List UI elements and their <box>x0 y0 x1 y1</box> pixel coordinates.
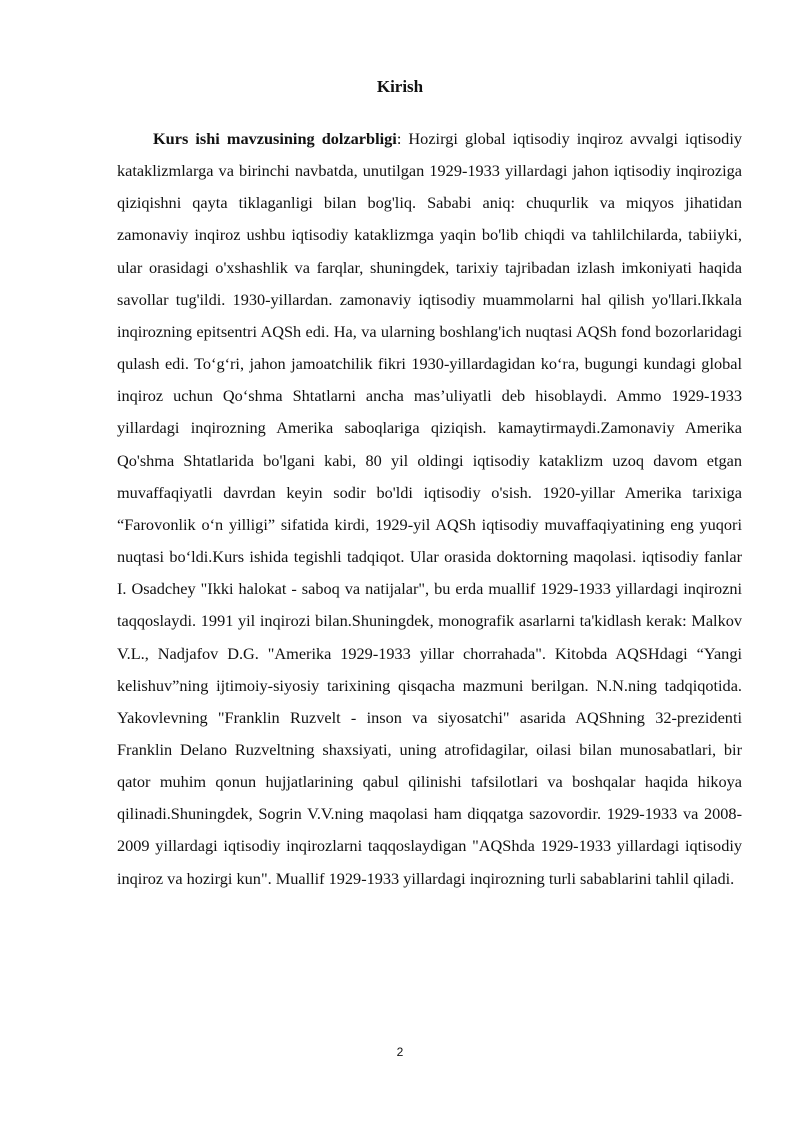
body-paragraph <box>117 123 742 895</box>
paragraph-lead: Kurs ishi mavzusining dolzarbligi <box>153 129 397 148</box>
paragraph-text: : Hozirgi global iqtisodiy inqiroz avvalgi iqtisodiy kataklizmlarga va birinchi navbatda, unutilgan 1929-1933 yillardagi jahon iqtisodiy inqiroziga qiziqishni qayta tiklaganligi bilan bog'liq. Sababi aniq: chuqurlik va miqyos jihatidan zamonaviy inqiroz ushbu iqtisodiy kataklizmga yaqin bo'lib chiqdi va tahlilchilarda, tabiiyki, ular orasidagi o'xshashlik va farqlar, shuningdek, tarixiy tajribadan izlash imkoniyati haqida savollar tug'ildi. 1930-yillardan. zamonaviy iqtisodiy muammolarni hal qilish yo'llari.Ikkala inqirozning epitsentri AQSh edi. Ha, va ularning boshlang'ich nuqtasi AQSh fond bozorlaridagi qulash edi. To‘g‘ri, jahon jamoatchilik fikri 1930-yillardagidan ko‘ra, bugungi kundagi global inqiroz uchun Qo‘shma Shtatlarni ancha mas’uliyatli deb hisoblaydi. Ammo 1929-1933 yillardagi inqirozning Amerika saboqlariga qiziqish. kamaytirmaydi.Zamonaviy Amerika Qo'shma Shtatlarida bo'lgani kabi, 80 yil oldingi iqtisodiy kataklizm uzoq davom etgan muvaffaqiyatli davrdan keyin sodir bo'ldi iqtisodiy o'sish. 1920-yillar Amerika tarixiga “Farovonlik o‘n yilligi” sifatida kirdi, 1929-yil AQSh iqtisodiy muvaffaqiyatining eng yuqori nuqtasi bo‘ldi.Kurs ishida tegishli tadqiqot. Ular orasida doktorning maqolasi. iqtisodiy fanlar I. Osadchey "Ikki halokat - saboq va natijalar", bu erda muallif 1929-1933 yillardagi inqirozni taqqoslaydi. 1991 yil inqirozi bilan.Shuningdek, monografik asarlarni ta'kidlash kerak: Malkov V.L., Nadjafov D.G. "Amerika 1929-1933 yillar chorrahada". Kitobda AQSHdagi “Yangi kelishuv”ning ijtimoiy-siyosiy tarixining qisqacha mazmuni berilgan. N.N.ning tadqiqotida. Yakovlevning "Franklin Ruzvelt - inson va siyosatchi" asarida AQShning 32-prezidenti Franklin Delano Ruzveltning shaxsiyati, uning atrofidagilar, oilasi bilan munosabatlari, bir qator muhim qonun hujjatlarining qabul qilinishi tafsilotlari va boshqalar haqida hikoya qilinadi.Shuningdek, Sogrin V.V.ning maqolasi ham diqqatga sazovordir. 1929-1933 va 2008-2009 yillardagi iqtisodiy inqirozlarni taqqoslaydigan "AQShda 1929-1933 yillardagi iqtisodiy inqiroz va hozirgi kun". Muallif 1929-1933 yillardagi inqirozning turli sabablarini tahlil qiladi. <box>117 129 742 888</box>
page-number: 2 <box>396 1045 404 1059</box>
section-title: Kirish <box>376 77 424 96</box>
